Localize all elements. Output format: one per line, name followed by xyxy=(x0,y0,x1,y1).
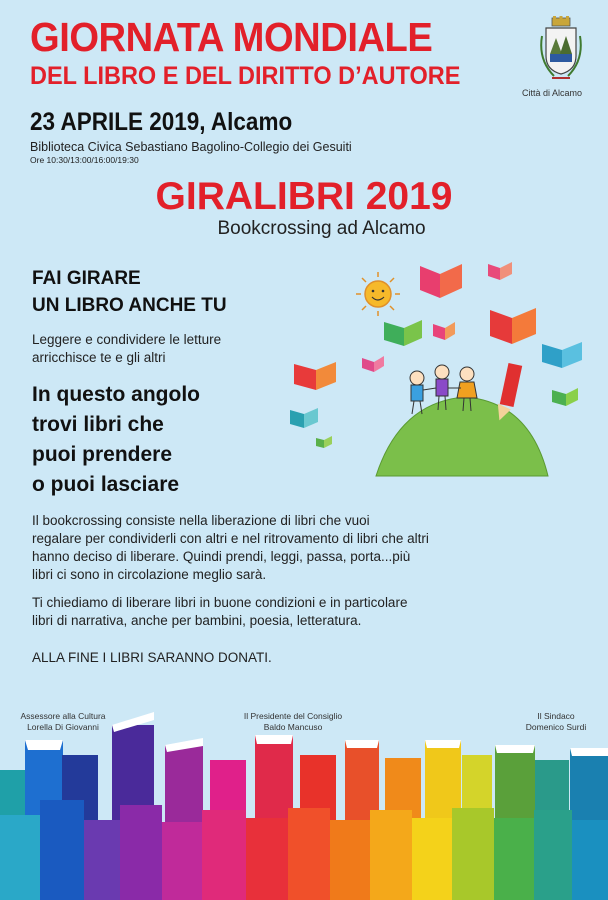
body-paragraph-1-line-1: Il bookcrossing consiste nella liberazione di libri che vuoi xyxy=(32,513,370,528)
event-venue: Biblioteca Civica Sebastiano Bagolino-Collegio dei Gesuiti xyxy=(30,140,352,154)
body-paragraph-1-line-2: regalare per condividerli con altri e nel ritrovamento di libri che altri xyxy=(32,531,429,546)
corner-line-3: puoi prendere xyxy=(32,443,173,466)
book-icon xyxy=(542,342,582,368)
event-name: GIRALIBRI 2019 xyxy=(155,175,453,218)
book-icon xyxy=(490,308,536,344)
flying-books-illustration xyxy=(280,252,598,482)
city-crest-icon xyxy=(538,16,584,84)
call-sub-1: Leggere e condividere le letture xyxy=(32,332,222,347)
book-icon xyxy=(433,322,455,340)
signature-name: Baldo Mancuso xyxy=(263,722,323,732)
event-hours: Ore 10:30/13:00/16:00/19:30 xyxy=(30,155,139,165)
signature-role: Il Presidente del Consiglio xyxy=(243,711,343,721)
book-icon xyxy=(294,362,336,390)
signature-name: Lorella Di Giovanni xyxy=(27,722,99,732)
book-icon xyxy=(362,356,384,372)
book-icon xyxy=(488,262,512,280)
book-icon xyxy=(290,408,318,428)
signature-name: Domenico Surdi xyxy=(525,722,587,732)
crest-caption: Città di Alcamo xyxy=(522,88,583,98)
body-paragraph-2-line-1: Ti chiediamo di liberare libri in buone condizioni e in particolare xyxy=(32,595,408,610)
signature-role: Assessore alla Cultura xyxy=(20,711,106,721)
body-paragraph-1-line-3: hanno deciso di liberare. Quindi prendi, leggi, passa, porta...più xyxy=(32,549,411,564)
colorful-books-row xyxy=(0,700,608,900)
call-sub-2: arricchisce te e gli altri xyxy=(32,350,166,365)
book-icon xyxy=(420,264,462,298)
book-icon xyxy=(552,388,578,406)
main-subtitle: DEL LIBRO E DEL DIRITTO D’AUTORE xyxy=(30,62,461,90)
body-paragraph-3: ALLA FINE I LIBRI SARANNO DONATI. xyxy=(32,650,272,665)
main-title: GIORNATA MONDIALE xyxy=(30,14,433,60)
signature-role: Il Sindaco xyxy=(537,711,575,721)
body-paragraph-1-line-4: libri ci sono in circolazione meglio sarà. xyxy=(32,567,267,582)
corner-line-2: trovi libri che xyxy=(32,413,164,436)
corner-line-1: In questo angolo xyxy=(32,383,200,406)
book-icon xyxy=(384,320,422,346)
event-subtitle: Bookcrossing ad Alcamo xyxy=(217,218,426,239)
corner-line-4: o puoi lasciare xyxy=(32,473,180,496)
call-line-1: FAI GIRARE xyxy=(32,268,141,289)
body-paragraph-2-line-2: libri di narrativa, anche per bambini, poesia, letteratura. xyxy=(32,613,362,628)
book-icon xyxy=(316,436,332,448)
call-line-2: UN LIBRO ANCHE TU xyxy=(32,295,227,316)
event-date: 23 APRILE 2019, Alcamo xyxy=(30,108,293,136)
sun-icon xyxy=(356,272,400,316)
